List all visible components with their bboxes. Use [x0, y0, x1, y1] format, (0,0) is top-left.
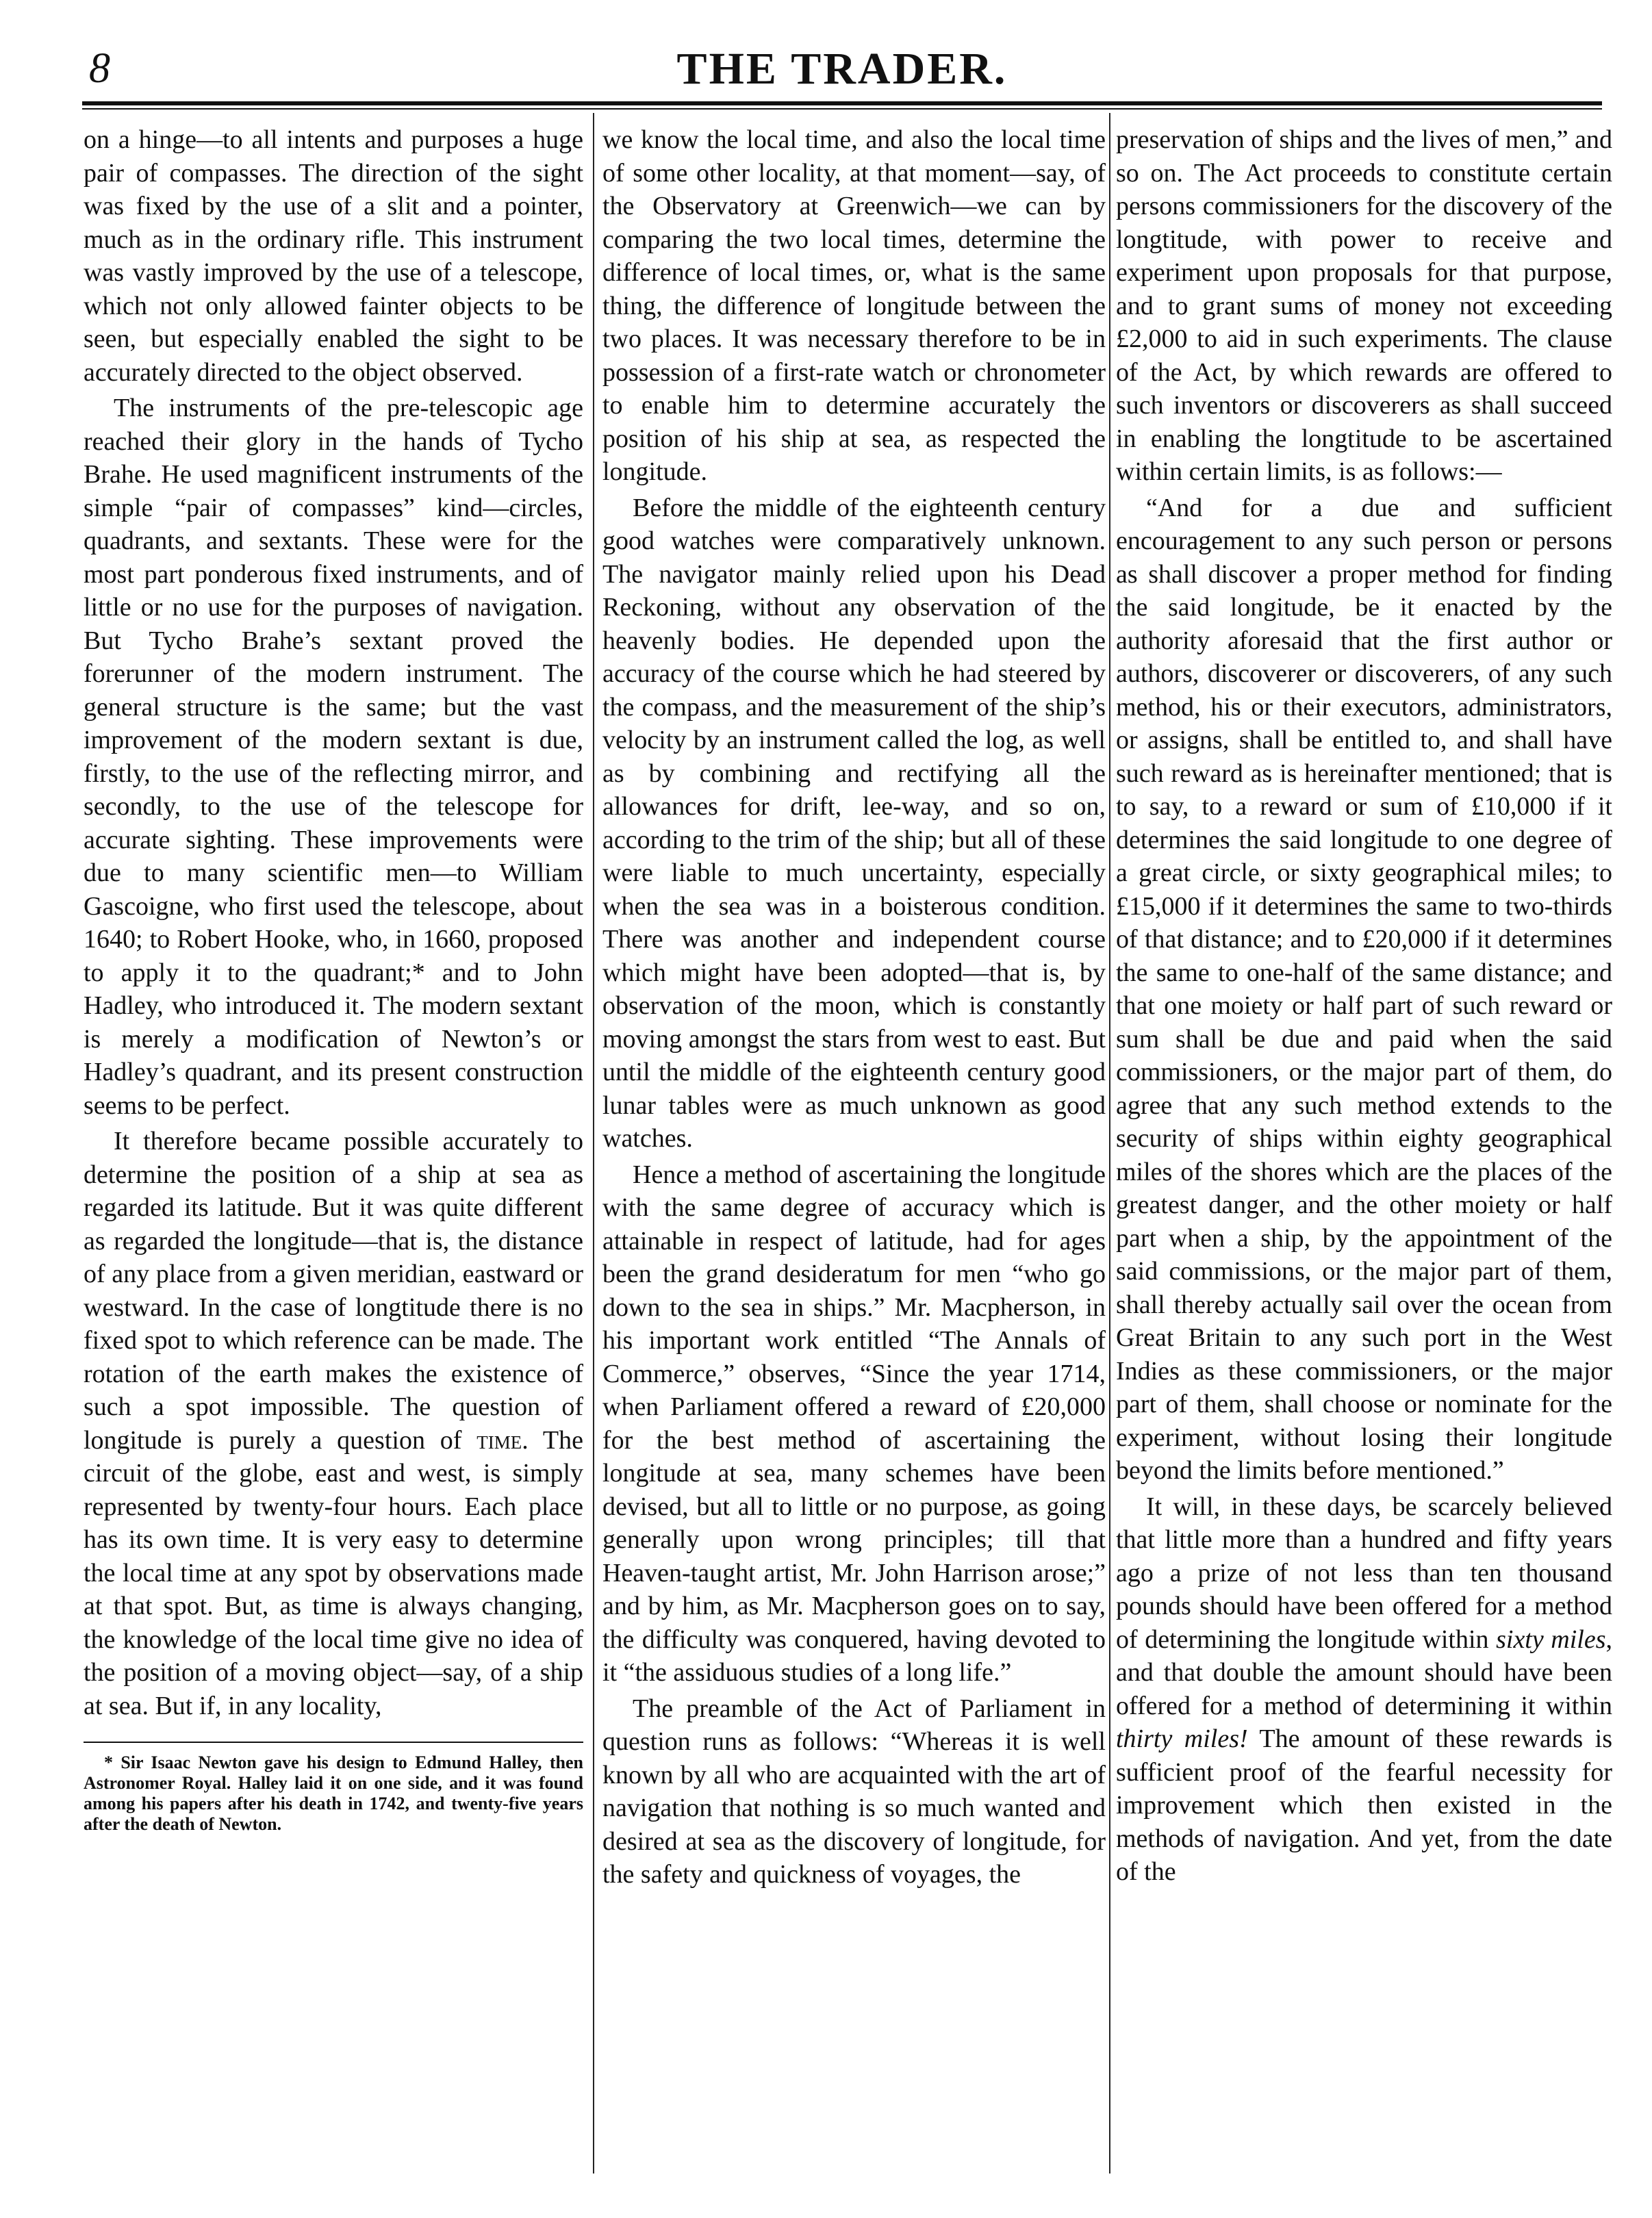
text-run: . The circuit of the globe, east and west, is simply represented by twenty-four hours. Each place has its own time. It is very easy to determine the local time at any spot by observations made at that spot. But, as time is always changing, the knowledge of the local time give no idea of the position of a moving object—say, of a ship at sea. But if, in any locality, — [84, 1425, 583, 1720]
emphasis: sixty miles — [1496, 1624, 1606, 1654]
column-1 — [84, 123, 583, 2177]
text-run: It will, in these days, be scarcely believed that little more than a hundred and fifty years ago a prize of not less than ten thousand pounds should have been offered for a method of determining the longitude within — [1116, 1492, 1612, 1654]
footnote-rule — [84, 1742, 583, 1743]
paragraph — [1116, 1490, 1612, 1889]
column-3 — [1116, 123, 1612, 2177]
column-divider — [1109, 113, 1110, 2174]
paragraph: Hence a method of ascertaining the longitude with the same degree of accuracy which is attainable in respect of latitude, had for ages been the grand desideratum for men “who go down to the sea in ships.” Mr. Macpherson, in his important work entitled “The Annals of Commerce,” observes, “Since the year 1714, when Parliament offered a reward of £20,000 for the best method of ascertaining the longitude at sea, many schemes have been devised, but all to little or no purpose, as going generally upon wrong principles; till that Heaven-taught artist, Mr. John Harrison arose;” and by him, as Mr. Macpherson goes on to say, the difficulty was conquered, having devoted to it “the assiduous studies of a long life.” — [602, 1160, 1106, 1687]
text-run: It therefore became possible accurately to determine the position of a ship at sea as regarded its latitude. But it was quite different as regarded the longitude—that is, the distance of any place from a given meridian, eastward or westward. In the case of longtitude there is no fixed spot to which reference can be made. The rotation of the earth makes the existence of such a spot impossible. The question of longitude is purely a question of — [84, 1127, 583, 1455]
text-run: The amount of these rewards is sufficient proof of the fearful necessity for improvement which then existed in the methods of navigation. And yet, from the date of the — [1116, 1724, 1612, 1886]
page-number: 8 — [89, 45, 110, 92]
page-header — [82, 38, 1602, 99]
small-caps-word: time — [476, 1425, 522, 1455]
running-title: THE TRADER. — [676, 44, 1008, 94]
paragraph — [84, 1125, 583, 1722]
quoted-act-clause: “And for a due and sufficient encouragement to any such person or persons as shall discover a proper method for finding the said longitude, be it enacted by the authority aforesaid that the first author or authors, discoverer or discoverers, of any such method, his or their executors, administrators, or assigns, shall be entitled to, and shall have such reward as is hereinafter mentioned; that is to say, to a reward or sum of £10,000 if it determines the said longitude to one degree of a great circle, or sixty geographical miles; to £15,000 if it determines the same to two-thirds of that distance; and to £20,000 if it determines the same to one-half of the same distance; and that one moiety or half part of such reward or sum shall be due and paid when the said commissioners, or the major part of them, do agree that any such method extends to the security of ships within eighty geographical miles of the shores which are the places of the greatest danger, and the other moiety or half part when a ship, by the appointment of the said commissions, or the major part of them, shall thereby actually sail over the ocean from Great Britain to any such port in the West Indies as these commissioners, or the major part of them, shall choose or nominate for the experiment, without losing their longitude beyond the limits before mentioned.” — [1116, 493, 1612, 1485]
paragraph: Before the middle of the eighteenth century good watches were comparatively unknown. The navigator mainly relied upon his Dead Reckoning, without any observation of the heavenly bodies. He depended upon the accuracy of the course which he had steered by the compass, and the measurement of the ship’s velocity by an instrument called the log, as well as by combining and rectifying all the allowances for drift, lee-way, and so on, according to the trim of the ship; but all of these were liable to much uncertainty, especially when the sea was in a boisterous condition. There was another and independent course which might have been adopted—that is, by observation of the moon, which is constantly moving amongst the stars from west to east. But until the middle of the eighteenth century good lunar tables were as much unknown as good watches. — [602, 493, 1106, 1153]
paragraph: The preamble of the Act of Parliament in question runs as follows: “Whereas it is well known by all who are acquainted with the art of navigation that nothing is so much wanted and desired at sea as the discovery of longitude, for the safety and quickness of voyages, the — [602, 1694, 1106, 1889]
paragraph: The instruments of the pre-telescopic age reached their glory in the hands of Tycho Brahe. He used magnificent instruments of the simple “pair of compasses” kind—circles, quadrants, and sextants. These were for the most part ponderous fixed instruments, and of little or no use for the purposes of navigation. But Tycho Brahe’s sextant proved the forerunner of the modern instrument. The general structure is the same; but the vast improvement of the modern sextant is due, firstly, to the use of the reflecting mirror, and secondly, to the use of the telescope for accurate sighting. These improvements were due to many scientific men—to William Gascoigne, who first used the telescope, about 1640; to Robert Hooke, who, in 1660, proposed to apply it to the quadrant;* and to John Hadley, who introduced it. The modern sextant is merely a modification of Newton’s or Hadley’s quadrant, and its present construction seems to be perfect. — [84, 394, 583, 1120]
footnote: * Sir Isaac Newton gave his design to Edmund Halley, then Astronomer Royal. Halley laid it on one side, and it was found among his papers after his death in 1742, and twenty-five years after the death of Newton. — [84, 1752, 583, 1834]
column-divider — [593, 113, 594, 2174]
text-run: , and that double the amount should have been offered for a method of determining it within — [1116, 1624, 1612, 1720]
header-rule-thin — [82, 108, 1602, 110]
paragraph: we know the local time, and also the local time of some other locality, at that moment—say, of the Observatory at Greenwich—we can by comparing the two local times, determine the difference of local times, or, what is the same thing, the difference of longitude between the two places. It was necessary therefore to be in possession of a first-rate watch or chronometer to enable him to determine accurately the position of his ship at sea, as respected the longitude. — [602, 125, 1106, 486]
header-rule — [82, 101, 1602, 105]
paragraph: preservation of ships and the lives of men,” and so on. The Act proceeds to constitute certain persons commissioners for the discovery of the longtitude, with power to receive and experiment upon proposals for that purpose, and to grant sums of money not exceeding £2,000 to aid in such experiments. The clause of the Act, by which rewards are offered to such inventors or discoverers as shall succeed in enabling the longtitude to be ascertained within certain limits, is as follows:— — [1116, 125, 1612, 486]
emphasis: thirty miles! — [1116, 1724, 1248, 1753]
column-2 — [602, 123, 1106, 2177]
paragraph: on a hinge—to all intents and purposes a huge pair of compasses. The direction of the sight was fixed by the use of a slit and a pointer, much as in the ordinary rifle. This instrument was vastly improved by the use of a telescope, which not only allowed fainter objects to be seen, but especially enabled the sight to be accurately directed to the object observed. — [84, 125, 583, 387]
